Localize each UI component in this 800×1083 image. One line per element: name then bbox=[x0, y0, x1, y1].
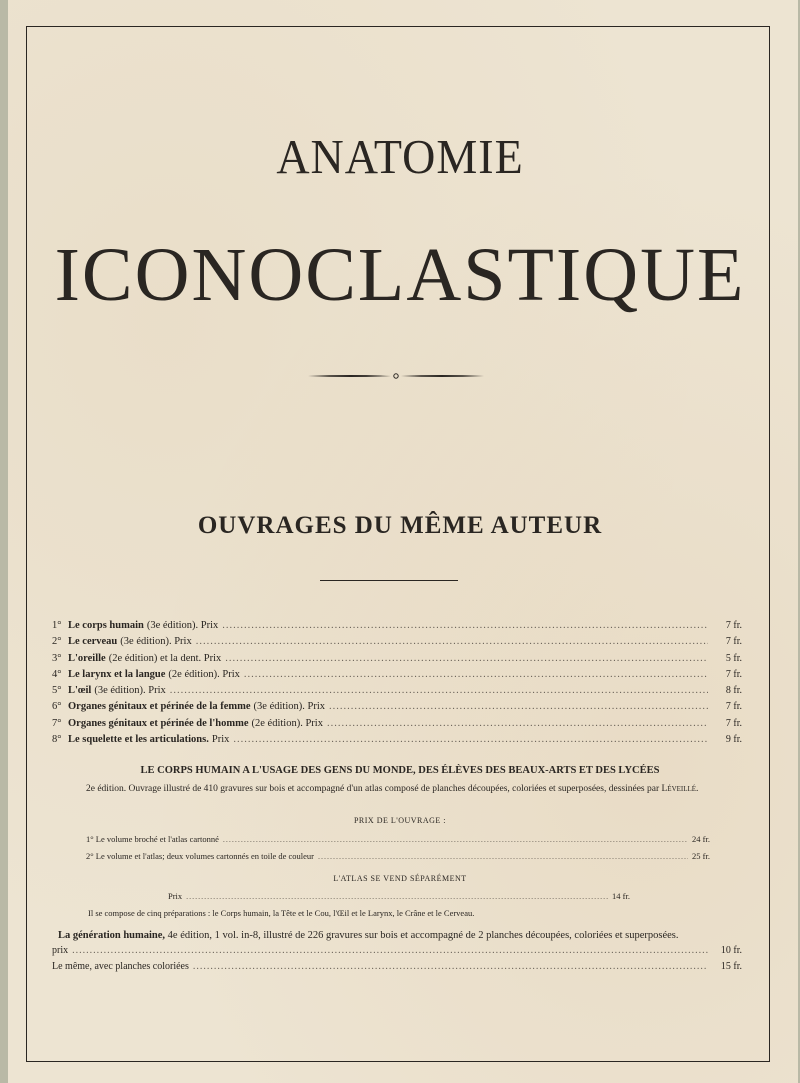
item-price: 7 fr. bbox=[725, 717, 742, 729]
item-number: 6° bbox=[52, 701, 62, 713]
item-number: 8° bbox=[52, 734, 62, 746]
section-title: OUVRAGES DU MÊME AUTEUR bbox=[197, 512, 603, 539]
corps-desc-author: Léveillé. bbox=[661, 784, 699, 794]
atlas-price-row bbox=[168, 891, 630, 901]
leader-dots bbox=[244, 669, 708, 680]
leader-dots bbox=[193, 961, 708, 972]
item-title: Le corps humain bbox=[68, 620, 144, 631]
leader-dots bbox=[318, 852, 688, 861]
price-option-row bbox=[86, 834, 710, 844]
item-edition: (2e édition) et la dent. Prix bbox=[108, 652, 222, 664]
generation-desc: 4e édition, 1 vol. in-8, illustré de 226 gravures sur bois et accompagné de 2 planches découpées, coloriées et superposées. bbox=[167, 930, 679, 941]
corps-humain-heading: LE CORPS HUMAIN A L'USAGE DES GENS DU MONDE, DES ÉLÈVES DES BEAUX-ARTS ET DES LYCÉES bbox=[140, 765, 660, 776]
option-label: 2° Le volume et l'atlas; deux volumes cartonnés en toile de couleur bbox=[86, 851, 314, 861]
price-option-row bbox=[86, 851, 710, 861]
atlas-composition: Il se compose de cinq préparations : le Corps humain, la Tête et le Cou, l'Œil et le Larynx, le Crâne et le Cerveau. bbox=[88, 908, 475, 918]
list-item bbox=[52, 718, 742, 734]
leader-dots bbox=[186, 892, 608, 901]
generation-title: La génération humaine, bbox=[58, 930, 166, 941]
atlas-prix-label: Prix bbox=[168, 891, 183, 901]
atlas-price: 14 fr. bbox=[612, 891, 630, 901]
item-price: 5 fr. bbox=[725, 652, 742, 664]
prix-label: prix bbox=[52, 945, 69, 956]
item-edition: (3e édition). Prix bbox=[146, 620, 219, 631]
option-label: 1° Le volume broché et l'atlas cartonné bbox=[86, 834, 219, 844]
meme-price: 15 fr. bbox=[720, 961, 742, 972]
item-number: 7° bbox=[52, 717, 62, 729]
item-title: Organes génitaux et périnée de l'homme bbox=[68, 717, 249, 729]
title-iconoclastique: ICONOCLASTIQUE bbox=[54, 233, 746, 317]
leader-dots bbox=[196, 636, 708, 647]
item-price: 7 fr. bbox=[725, 668, 742, 680]
item-title: L'œil bbox=[68, 685, 92, 697]
item-title: Organes génitaux et périnée de la femme bbox=[68, 701, 251, 713]
item-number: 4° bbox=[52, 668, 62, 680]
item-price: 9 fr. bbox=[725, 734, 742, 746]
item-edition: (3e édition). Prix bbox=[120, 636, 192, 648]
item-number: 2° bbox=[52, 636, 62, 648]
item-price: 8 fr. bbox=[725, 685, 742, 697]
list-item bbox=[52, 734, 742, 750]
leader-dots bbox=[222, 620, 708, 631]
item-edition: (2e édition). Prix bbox=[168, 668, 240, 680]
item-price: 7 fr. bbox=[725, 636, 742, 648]
item-edition: Prix bbox=[211, 734, 230, 746]
list-item bbox=[52, 685, 742, 701]
works-list bbox=[52, 620, 742, 750]
leader-dots bbox=[233, 734, 708, 745]
item-edition: (3e édition). Prix bbox=[94, 685, 166, 697]
title-anatomie: ANATOMIE bbox=[276, 129, 524, 184]
item-price: 7 fr. bbox=[725, 701, 742, 713]
option-price: 25 fr. bbox=[692, 851, 710, 861]
item-title: Le squelette et les articulations. bbox=[68, 734, 209, 746]
generation-prices bbox=[52, 945, 742, 977]
corps-humain-description bbox=[86, 782, 736, 796]
leader-dots bbox=[72, 945, 708, 956]
list-item bbox=[52, 636, 742, 652]
list-item bbox=[52, 945, 742, 961]
leader-dots bbox=[327, 718, 708, 729]
item-edition: (2e édition). Prix bbox=[251, 717, 323, 729]
section-rule bbox=[320, 580, 458, 581]
prix-price: 10 fr. bbox=[720, 945, 742, 956]
prix-ouvrage-heading: PRIX DE L'OUVRAGE : bbox=[353, 816, 447, 825]
ornament-divider bbox=[306, 372, 486, 380]
list-item bbox=[52, 669, 742, 685]
corps-desc-text: 2e édition. Ouvrage illustré de 410 gravures sur bois et accompagné d'un atlas composé de planches découpées, coloriées et superposées, dessinées par bbox=[86, 784, 660, 794]
item-title: Le larynx et la langue bbox=[68, 668, 166, 680]
list-item bbox=[52, 701, 742, 717]
option-price: 24 fr. bbox=[692, 834, 710, 844]
item-number: 1° bbox=[52, 620, 62, 631]
list-item bbox=[52, 961, 742, 977]
leader-dots bbox=[170, 685, 708, 696]
list-item bbox=[52, 620, 742, 636]
item-price: 7 fr. bbox=[725, 620, 742, 631]
item-title: L'oreille bbox=[68, 652, 106, 664]
item-number: 3° bbox=[52, 652, 62, 664]
item-title: Le cerveau bbox=[68, 636, 118, 648]
leader-dots bbox=[225, 653, 708, 664]
item-number: 5° bbox=[52, 685, 62, 697]
atlas-heading: L'ATLAS SE VEND SÉPARÉMENT bbox=[333, 874, 467, 883]
leader-dots bbox=[223, 835, 688, 844]
leader-dots bbox=[329, 701, 708, 712]
list-item bbox=[52, 653, 742, 669]
meme-label: Le même, avec planches coloriées bbox=[52, 961, 189, 972]
item-edition: (3e édition). Prix bbox=[253, 701, 325, 713]
generation-humaine-entry bbox=[58, 929, 742, 943]
